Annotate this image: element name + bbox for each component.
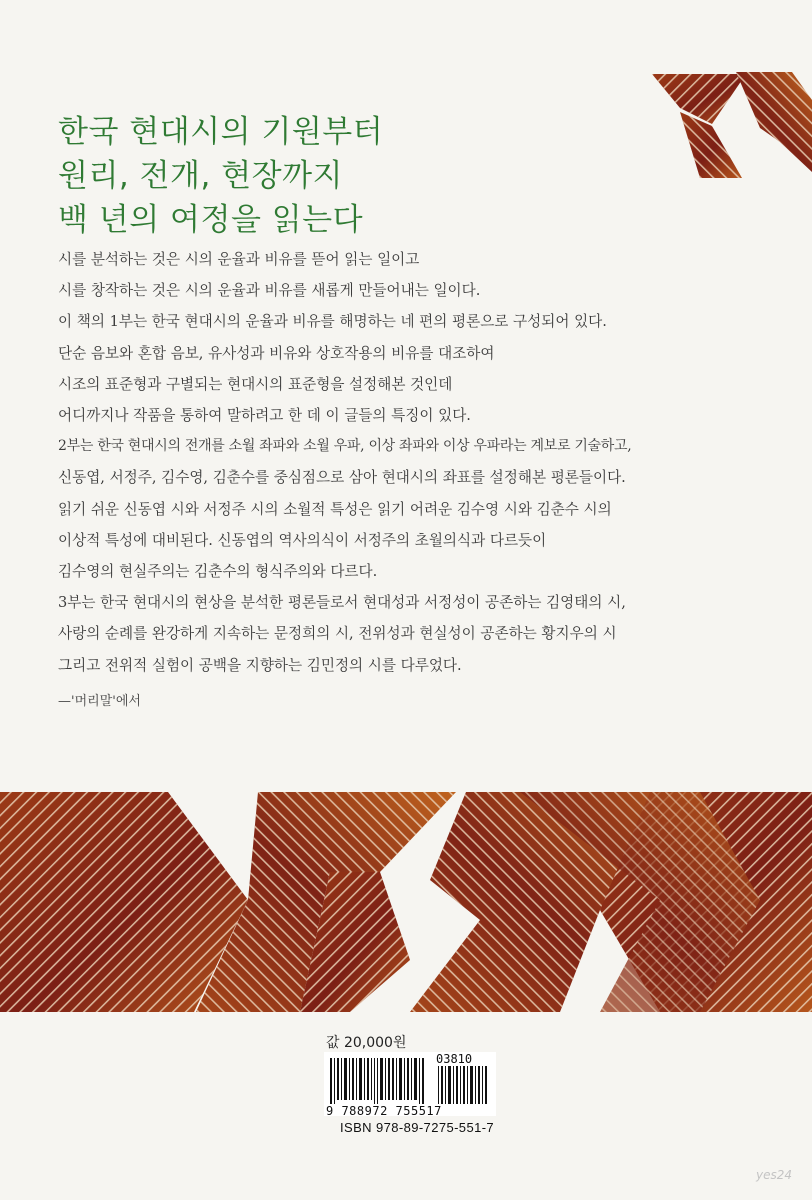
body-line: 이상적 특성에 대비된다. 신동엽의 역사의식이 서정주의 초월의식과 다르듯이	[58, 531, 547, 549]
attribution: —'머리말'에서	[58, 694, 141, 709]
body-line: 시를 분석하는 것은 시의 운율과 비유를 뜯어 읽는 일이고	[58, 251, 420, 268]
body-line: 신동엽, 서정주, 김수영, 김춘수를 중심점으로 삼아 현대시의 좌표를 설정해본 평론들이다.	[58, 469, 626, 487]
body-line: 어디까지나 작품을 통하여 말하려고 한 데 이 글들의 특징이 있다.	[58, 407, 471, 425]
body-line: 김수영의 현실주의는 김춘수의 형식주의와 다르다.	[58, 563, 378, 581]
body-line: 사랑의 순례를 완강하게 지속하는 문정희의 시, 전위성과 현실성이 공존하는 황지우의 시	[58, 625, 617, 643]
price-label: 값 20,000원	[326, 1035, 407, 1051]
isbn-text: ISBN 978-89-7275-551-7	[340, 1120, 495, 1135]
bottom-art	[0, 792, 812, 1012]
barcode-addon-number: 03810	[436, 1052, 473, 1066]
top-right-art	[652, 72, 812, 178]
body-line: 3부는 한국 현대시의 현상을 분석한 평론들로서 현대성과 서정성이 공존하는 김영태의 시,	[58, 594, 626, 612]
headline-line-3: 백 년의 여정을 읽는다	[58, 202, 364, 238]
body-line: 시를 창작하는 것은 시의 운율과 비유를 새롭게 만들어내는 일이다.	[58, 282, 481, 300]
body-line: 시조의 표준형과 구별되는 현대시의 표준형을 설정해본 것인데	[58, 375, 453, 393]
description-text	[58, 244, 778, 681]
headline-line-2: 원리, 전개, 현장까지	[58, 158, 343, 194]
body-line: 단순 음보와 혼합 음보, 유사성과 비유와 상호작용의 비유를 대조하여	[58, 344, 495, 362]
headline-line-1: 한국 현대시의 기원부터	[58, 114, 384, 150]
body-line: 그리고 전위적 실험이 공백을 지향하는 김민정의 시를 다루었다.	[58, 656, 462, 674]
headline	[58, 110, 383, 242]
body-line: 읽기 쉬운 신동엽 시와 서정주 시의 소월적 특성은 읽기 어려운 김수영 시와 김춘수 시의	[58, 500, 612, 518]
barcode-ean-number: 9 788972 755517	[326, 1104, 442, 1118]
body-line: 2부는 한국 현대시의 전개를 소월 좌파와 소월 우파, 이상 좌파와 이상 우파라는 계보로 기술하고,	[58, 438, 632, 455]
body-line: 이 책의 1부는 한국 현대시의 운율과 비유를 해명하는 네 편의 평론으로 구성되어 있다.	[58, 313, 607, 331]
watermark: yes24	[756, 1168, 793, 1182]
